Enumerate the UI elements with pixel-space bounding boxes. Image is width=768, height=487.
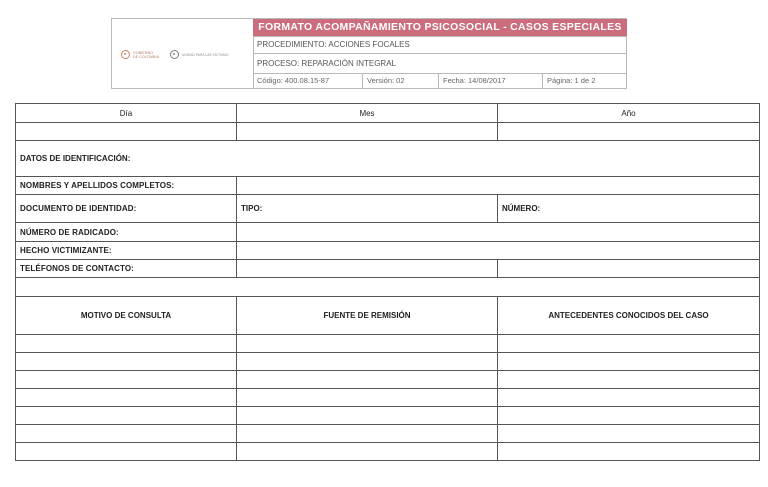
fecha: Fecha: 14/08/2017 [439, 74, 543, 88]
referral-cell[interactable] [237, 407, 498, 425]
day-header: Día [16, 104, 237, 123]
reason-cell[interactable] [16, 335, 237, 353]
identification-section-row [16, 141, 760, 177]
unidad-seal-icon [170, 50, 179, 59]
form-title: FORMATO ACOMPAÑAMIENTO PSICOSOCIAL - CASOS ESPECIALES [253, 19, 627, 36]
day-field[interactable] [16, 123, 237, 141]
id-document-row [16, 195, 760, 223]
background-cell[interactable] [498, 353, 760, 371]
id-type-field[interactable]: TIPO: [237, 195, 498, 223]
table-row [16, 371, 760, 389]
background-header: ANTECEDENTES CONOCIDOS DEL CASO [498, 297, 760, 335]
full-name-row [16, 177, 760, 195]
victimizing-event-field[interactable] [237, 242, 760, 260]
referral-cell[interactable] [237, 371, 498, 389]
proceso: PROCESO: REPARACIÓN INTEGRAL [253, 53, 627, 73]
background-cell[interactable] [498, 407, 760, 425]
background-cell[interactable] [498, 371, 760, 389]
filing-number-row [16, 223, 760, 242]
year-field[interactable] [498, 123, 760, 141]
pagina: Página: 1 de 2 [547, 76, 596, 85]
identification-section-title: DATOS DE IDENTIFICACIÓN: [16, 141, 760, 177]
table-row [16, 443, 760, 461]
contact-phones-row [16, 260, 760, 278]
contact-phone-field-2[interactable] [498, 260, 760, 278]
referral-cell[interactable] [237, 335, 498, 353]
contact-phone-field-1[interactable] [237, 260, 498, 278]
victimizing-event-label: HECHO VICTIMIZANTE: [16, 242, 237, 260]
spacer-row [16, 278, 760, 297]
reason-cell[interactable] [16, 425, 237, 443]
full-name-label: NOMBRES Y APELLIDOS COMPLETOS: [16, 177, 237, 195]
table-row [16, 353, 760, 371]
referral-source-header: FUENTE DE REMISIÓN [237, 297, 498, 335]
version: Versión: 02 [363, 74, 439, 88]
colombia-seal-icon [121, 50, 130, 59]
logo1-line1: GOBIERNO [133, 50, 154, 55]
reason-header: MOTIVO DE CONSULTA [16, 297, 237, 335]
filing-number-field[interactable] [237, 223, 760, 242]
reason-cell[interactable] [16, 353, 237, 371]
table-row [16, 335, 760, 353]
referral-cell[interactable] [237, 353, 498, 371]
reason-cell[interactable] [16, 407, 237, 425]
consultation-header-row [16, 297, 760, 335]
logo2-text: UNIDAD PARA LAS VÍCTIMAS [182, 52, 229, 57]
table-row [16, 425, 760, 443]
metadata-row [253, 73, 627, 88]
victimizing-event-row [16, 242, 760, 260]
month-field[interactable] [237, 123, 498, 141]
referral-cell[interactable] [237, 389, 498, 407]
referral-cell[interactable] [237, 443, 498, 461]
reason-cell[interactable] [16, 371, 237, 389]
document-header [111, 18, 627, 89]
background-cell[interactable] [498, 425, 760, 443]
background-cell[interactable] [498, 335, 760, 353]
codigo: Código: 400.08.15-87 [253, 74, 363, 88]
id-document-label: DOCUMENTO DE IDENTIDAD: [16, 195, 237, 223]
contact-phones-label: TELÉFONOS DE CONTACTO: [16, 260, 237, 278]
reason-cell[interactable] [16, 443, 237, 461]
background-cell[interactable] [498, 443, 760, 461]
date-input-row [16, 123, 760, 141]
referral-cell[interactable] [237, 425, 498, 443]
unidad-victimas-logo [170, 50, 229, 59]
table-row [16, 389, 760, 407]
procedimiento: PROCEDIMIENTO: ACCIONES FOCALES [253, 36, 627, 53]
full-name-field[interactable] [237, 177, 760, 195]
year-header: Año [498, 104, 760, 123]
id-number-field[interactable]: NÚMERO: [498, 195, 760, 223]
form-table [15, 103, 760, 461]
month-header: Mes [237, 104, 498, 123]
gobierno-logo [121, 50, 159, 59]
filing-number-label: NÚMERO DE RADICADO: [16, 223, 237, 242]
reason-cell[interactable] [16, 389, 237, 407]
date-header-row [16, 104, 760, 123]
logo1-line2: DE COLOMBIA [133, 54, 160, 59]
background-cell[interactable] [498, 389, 760, 407]
table-row [16, 407, 760, 425]
logos-area [112, 19, 254, 88]
